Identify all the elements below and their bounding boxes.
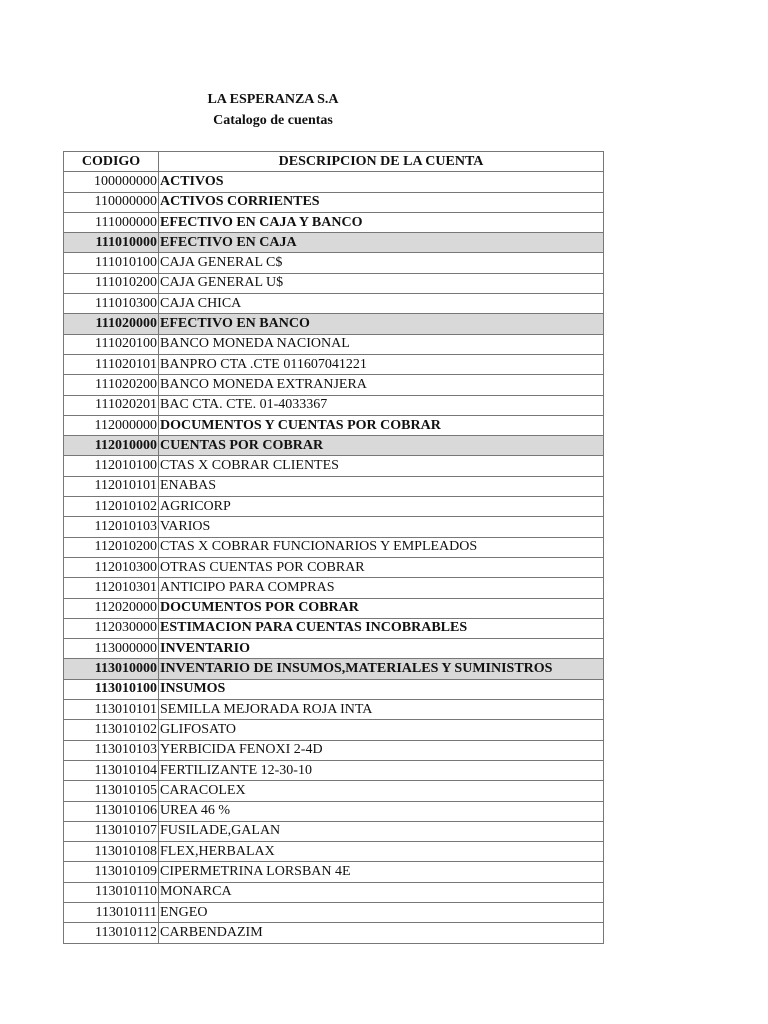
account-description: GLIFOSATO <box>159 720 604 740</box>
table-row <box>64 212 604 232</box>
account-code: 111010300 <box>64 294 159 314</box>
table-row <box>64 760 604 780</box>
table-row <box>64 497 604 517</box>
table-row <box>64 801 604 821</box>
table-row <box>64 517 604 537</box>
table-row <box>64 862 604 882</box>
account-code: 112010100 <box>64 456 159 476</box>
account-description: EFECTIVO EN CAJA Y BANCO <box>159 212 604 232</box>
account-description: DOCUMENTOS Y CUENTAS POR COBRAR <box>159 415 604 435</box>
account-code: 113010104 <box>64 760 159 780</box>
account-description: YERBICIDA FENOXI 2-4D <box>159 740 604 760</box>
account-code: 112010102 <box>64 497 159 517</box>
account-description: OTRAS CUENTAS POR COBRAR <box>159 557 604 577</box>
account-code: 111010200 <box>64 273 159 293</box>
table-row <box>64 415 604 435</box>
account-description: EFECTIVO EN CAJA <box>159 233 604 253</box>
account-code: 113010110 <box>64 882 159 902</box>
account-code: 113010102 <box>64 720 159 740</box>
table-row <box>64 781 604 801</box>
account-description: CIPERMETRINA LORSBAN 4E <box>159 862 604 882</box>
account-description: INVENTARIO DE INSUMOS,MATERIALES Y SUMINISTROS <box>159 659 604 679</box>
account-code: 111010100 <box>64 253 159 273</box>
table-row <box>64 314 604 334</box>
account-code: 113010109 <box>64 862 159 882</box>
account-code: 113010000 <box>64 659 159 679</box>
table-row <box>64 476 604 496</box>
table-row <box>64 700 604 720</box>
account-description: ANTICIPO PARA COMPRAS <box>159 578 604 598</box>
account-code: 111000000 <box>64 212 159 232</box>
table-row <box>64 740 604 760</box>
account-code: 113010100 <box>64 679 159 699</box>
account-code: 111020100 <box>64 334 159 354</box>
account-description: ACTIVOS CORRIENTES <box>159 192 604 212</box>
account-description: CAJA CHICA <box>159 294 604 314</box>
table-row <box>64 618 604 638</box>
account-code: 112010101 <box>64 476 159 496</box>
account-description: INVENTARIO <box>159 639 604 659</box>
account-code: 113010107 <box>64 821 159 841</box>
account-description: FERTILIZANTE 12-30-10 <box>159 760 604 780</box>
account-description: MONARCA <box>159 882 604 902</box>
account-code: 111010000 <box>64 233 159 253</box>
table-header-row <box>64 152 604 172</box>
account-description: CTAS X COBRAR CLIENTES <box>159 456 604 476</box>
table-row <box>64 456 604 476</box>
account-code: 111020200 <box>64 375 159 395</box>
account-code: 113010106 <box>64 801 159 821</box>
account-description: CUENTAS POR COBRAR <box>159 436 604 456</box>
account-description: FUSILADE,GALAN <box>159 821 604 841</box>
account-description: ACTIVOS <box>159 172 604 192</box>
table-row <box>64 578 604 598</box>
account-code: 113010108 <box>64 842 159 862</box>
account-description: BANCO MONEDA NACIONAL <box>159 334 604 354</box>
table-row <box>64 537 604 557</box>
account-description: BANCO MONEDA EXTRANJERA <box>159 375 604 395</box>
table-row <box>64 557 604 577</box>
account-description: EFECTIVO EN BANCO <box>159 314 604 334</box>
account-code: 112010000 <box>64 436 159 456</box>
account-code: 111020101 <box>64 354 159 374</box>
table-row <box>64 639 604 659</box>
table-row <box>64 192 604 212</box>
table-row <box>64 679 604 699</box>
account-code: 110000000 <box>64 192 159 212</box>
account-code: 112020000 <box>64 598 159 618</box>
table-row <box>64 902 604 922</box>
account-description: CARBENDAZIM <box>159 923 604 943</box>
account-code: 112030000 <box>64 618 159 638</box>
table-row <box>64 354 604 374</box>
account-description: CTAS X COBRAR FUNCIONARIOS Y EMPLEADOS <box>159 537 604 557</box>
account-description: ESTIMACION PARA CUENTAS INCOBRABLES <box>159 618 604 638</box>
account-description: CAJA GENERAL U$ <box>159 273 604 293</box>
account-description: UREA 46 % <box>159 801 604 821</box>
account-description: ENGEO <box>159 902 604 922</box>
account-code: 112010300 <box>64 557 159 577</box>
table-row <box>64 375 604 395</box>
account-description: AGRICORP <box>159 497 604 517</box>
table-row <box>64 882 604 902</box>
account-code: 111020000 <box>64 314 159 334</box>
account-code: 111020201 <box>64 395 159 415</box>
table-row <box>64 233 604 253</box>
table-row <box>64 253 604 273</box>
table-row <box>64 273 604 293</box>
document-subtitle: Catalogo de cuentas <box>213 113 333 128</box>
account-code: 113010111 <box>64 902 159 922</box>
table-row <box>64 172 604 192</box>
table-row <box>64 436 604 456</box>
header-description: DESCRIPCION DE LA CUENTA <box>159 152 604 172</box>
table-row <box>64 821 604 841</box>
account-code: 113010105 <box>64 781 159 801</box>
account-description: DOCUMENTOS POR COBRAR <box>159 598 604 618</box>
account-code: 100000000 <box>64 172 159 192</box>
table-row <box>64 294 604 314</box>
account-code: 112010301 <box>64 578 159 598</box>
table-row <box>64 720 604 740</box>
header-code: CODIGO <box>64 152 159 172</box>
account-description: SEMILLA MEJORADA ROJA INTA <box>159 700 604 720</box>
table-row <box>64 842 604 862</box>
table-row <box>64 923 604 943</box>
account-description: BANPRO CTA .CTE 011607041221 <box>159 354 604 374</box>
account-code: 113010112 <box>64 923 159 943</box>
table-row <box>64 659 604 679</box>
accounts-table <box>63 151 604 944</box>
account-description: CAJA GENERAL C$ <box>159 253 604 273</box>
account-description: CARACOLEX <box>159 781 604 801</box>
account-code: 113010101 <box>64 700 159 720</box>
account-code: 112010200 <box>64 537 159 557</box>
account-code: 112000000 <box>64 415 159 435</box>
account-code: 113000000 <box>64 639 159 659</box>
table-row <box>64 395 604 415</box>
table-row <box>64 334 604 354</box>
account-description: INSUMOS <box>159 679 604 699</box>
account-description: VARIOS <box>159 517 604 537</box>
account-description: ENABAS <box>159 476 604 496</box>
account-code: 113010103 <box>64 740 159 760</box>
table-row <box>64 598 604 618</box>
account-code: 112010103 <box>64 517 159 537</box>
company-title: LA ESPERANZA S.A <box>207 92 339 107</box>
account-description: FLEX,HERBALAX <box>159 842 604 862</box>
account-description: BAC CTA. CTE. 01-4033367 <box>159 395 604 415</box>
